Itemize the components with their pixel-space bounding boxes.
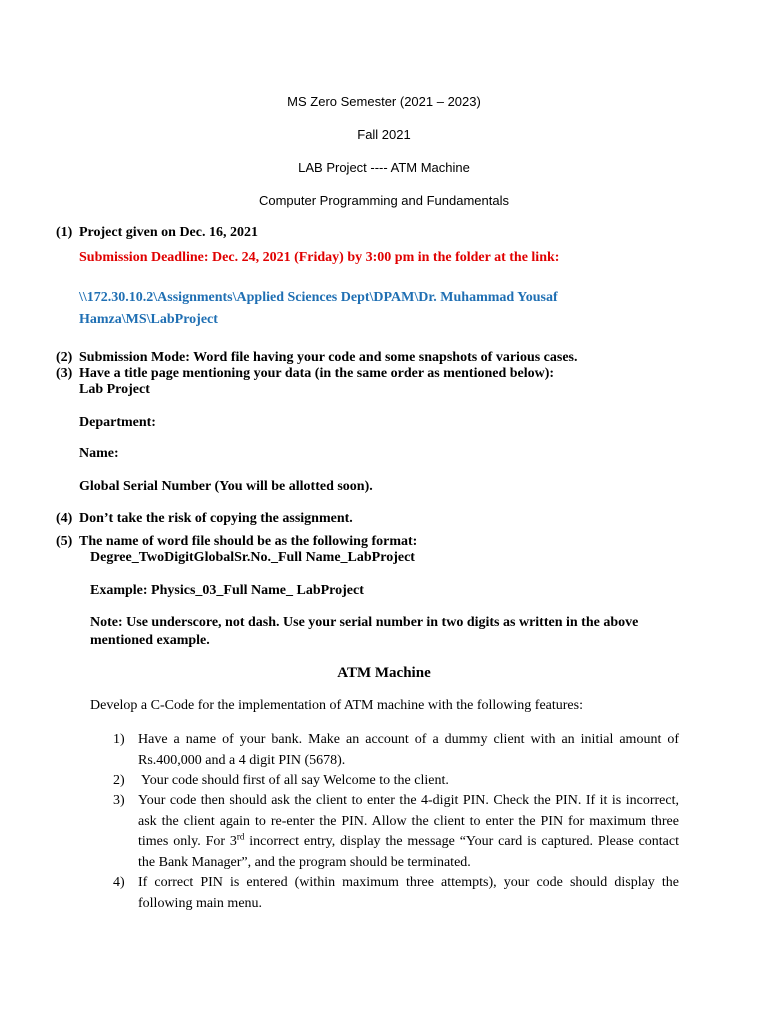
feature-2 — [113, 771, 679, 792]
item-2-number: (2) — [56, 350, 73, 365]
file-name-format: Degree_TwoDigitGlobalSr.No._Full Name_LabProject — [90, 550, 415, 565]
submission-link-line-2[interactable]: Hamza\MS\LabProject — [79, 312, 218, 327]
item-3-number: (3) — [56, 366, 73, 381]
item-5-number: (5) — [56, 534, 73, 549]
feature-4 — [113, 873, 679, 915]
item-3-text: Have a title page mentioning your data (in the same order as mentioned below): — [79, 366, 555, 381]
feature-2-number: 2) — [113, 773, 125, 788]
feature-1 — [113, 730, 679, 772]
item-5-text: The name of word file should be as the following format: — [79, 534, 418, 549]
item-1-number: (1) — [56, 225, 73, 240]
item-2-text: Submission Mode: Word file having your code and some snapshots of various cases. — [79, 350, 578, 365]
title-page-serial: Global Serial Number (You will be allotted soon). — [79, 479, 373, 494]
atm-section-heading: ATM Machine — [337, 665, 431, 681]
term-title: Fall 2021 — [357, 127, 411, 142]
feature-3 — [113, 791, 679, 873]
title-page-lab-project: Lab Project — [79, 382, 150, 397]
note-line-2: mentioned example. — [90, 633, 210, 648]
project-title: LAB Project ---- ATM Machine — [298, 160, 470, 175]
feature-1-number: 1) — [113, 732, 125, 747]
note-line-1: Note: Use underscore, not dash. Use your serial number in two digits as written in the above — [90, 615, 639, 630]
atm-intro: Develop a C-Code for the implementation of ATM machine with the following features: — [90, 698, 583, 713]
feature-3-text-a: Your code then should ask the client to enter the 4-digit PIN. Check the PIN. If it is incorrect, ask the client again to re-enter the PIN. Allow the client to enter the PIN for maximum three times only. For 3 — [138, 793, 679, 849]
item-4-text: Don’t take the risk of copying the assignment. — [79, 511, 353, 526]
feature-3-number: 3) — [113, 793, 125, 808]
feature-3-superscript: rd — [236, 831, 245, 842]
feature-4-number: 4) — [113, 875, 125, 890]
title-page-name: Name: — [79, 446, 119, 461]
item-1-text: Project given on Dec. 16, 2021 — [79, 225, 258, 240]
semester-title: MS Zero Semester (2021 – 2023) — [287, 94, 481, 109]
submission-deadline: Submission Deadline: Dec. 24, 2021 (Friday) by 3:00 pm in the folder at the link: — [79, 250, 560, 265]
feature-2-text: Your code should first of all say Welcome to the client. — [138, 773, 449, 788]
file-name-example: Example: Physics_03_Full Name_ LabProject — [90, 583, 364, 598]
title-page-department: Department: — [79, 415, 156, 430]
feature-1-text: Have a name of your bank. Make an account of a dummy client with an initial amount of Rs.400,000 and a 4 digit PIN (5678). — [138, 732, 679, 768]
submission-link-line-1[interactable]: \\172.30.10.2\Assignments\Applied Sciences Dept\DPAM\Dr. Muhammad Yousaf — [79, 290, 558, 305]
course-title: Computer Programming and Fundamentals — [258, 193, 509, 208]
feature-4-text: If correct PIN is entered (within maximum three attempts), your code should display the following main menu. — [138, 875, 679, 911]
feature-3-text-b: incorrect entry, display the message “Your card is captured. Please contact the Bank Manager”, and the program should be terminated. — [138, 834, 679, 870]
item-4-number: (4) — [56, 511, 73, 526]
feature-3-text — [138, 791, 679, 873]
